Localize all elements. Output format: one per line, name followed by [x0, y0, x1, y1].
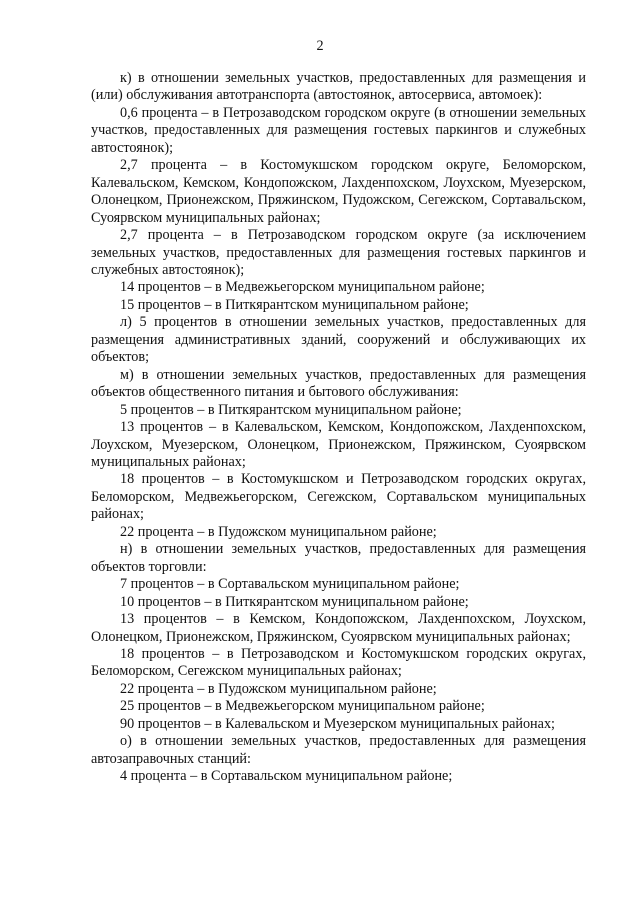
- paragraph-l: л) 5 процентов в отношении земельных участков, предоставленных для размещения административных зданий, сооружений и обслуживающих их объектов;: [91, 314, 586, 366]
- paragraph-n-heading: н) в отношении земельных участков, предоставленных для размещения объектов торговли:: [91, 541, 586, 575]
- document-body: [91, 70, 586, 786]
- paragraph: 14 процентов – в Медвежьегорском муниципальном районе;: [120, 279, 485, 296]
- paragraph: 18 процентов – в Петрозаводском и Костомукшском городских округах, Беломорском, Сегежском муниципальных районах;: [91, 645, 586, 680]
- paragraph: 90 процентов – в Калевальском и Муезерском муниципальных районах;: [120, 715, 555, 732]
- paragraph: 25 процентов – в Медвежьегорском муниципальном районе;: [120, 698, 485, 715]
- paragraph: 5 процентов – в Питкярантском муниципальном районе;: [120, 401, 462, 418]
- paragraph: 15 процентов – в Питкярантском муниципальном районе;: [120, 296, 469, 313]
- paragraph: 7 процентов – в Сортавальском муниципальном районе;: [120, 576, 460, 593]
- paragraph-k-heading: к) в отношении земельных участков, предоставленных для размещения и (или) обслуживания автотранспорта (автостоянок, автосервиса, автомоек):: [91, 70, 586, 104]
- paragraph: 13 процентов – в Кемском, Кондопожском, Лахденпохском, Лоухском, Олонецком, Прионежском, Пряжинском, Суоярвском муниципальных районах;: [91, 611, 586, 645]
- paragraph: 22 процента – в Пудожском муниципальном районе;: [120, 680, 437, 697]
- paragraph: 18 процентов – в Костомукшском и Петрозаводском городских округах, Беломорском, Медвежьегорском, Сегежском, Сортавальском муниципальных районах;: [91, 471, 586, 523]
- paragraph: 2,7 процента – в Петрозаводском городском округе (за исключением земельных участков, предоставленных для размещения гостевых паркингов и служебных автостоянок);: [91, 227, 586, 278]
- paragraph: 10 процентов – в Питкярантском муниципальном районе;: [120, 593, 469, 610]
- paragraph-m-heading: м) в отношении земельных участков, предоставленных для размещения объектов общественного питания и бытового обслуживания:: [91, 366, 586, 401]
- paragraph: 2,7 процента – в Костомукшском городском округе, Беломорском, Калевальском, Кемском, Кондопожском, Лахденпохском, Лоухском, Муезерском, Олонецком, Прионежском, Пряжинском, Пудожском, Сегежском, Сортавальском, Суоярвском муниципальных районах;: [91, 157, 586, 226]
- page-number: 2: [316, 38, 324, 54]
- paragraph: 22 процента – в Пудожском муниципальном районе;: [120, 523, 437, 540]
- paragraph-o-heading: о) в отношении земельных участков, предоставленных для размещения автозаправочных станций:: [91, 733, 586, 767]
- paragraph: 0,6 процента – в Петрозаводском городском округе (в отношении земельных участков, предоставленных для размещения гостевых паркингов и служебных автостоянок);: [91, 104, 586, 156]
- paragraph: 4 процента – в Сортавальском муниципальном районе;: [120, 768, 453, 785]
- paragraph: 13 процентов – в Калевальском, Кемском, Кондопожском, Лахденпохском, Лоухском, Муезерском, Олонецком, Прионежском, Пряжинском, Суоярвском муниципальных районах;: [91, 419, 586, 470]
